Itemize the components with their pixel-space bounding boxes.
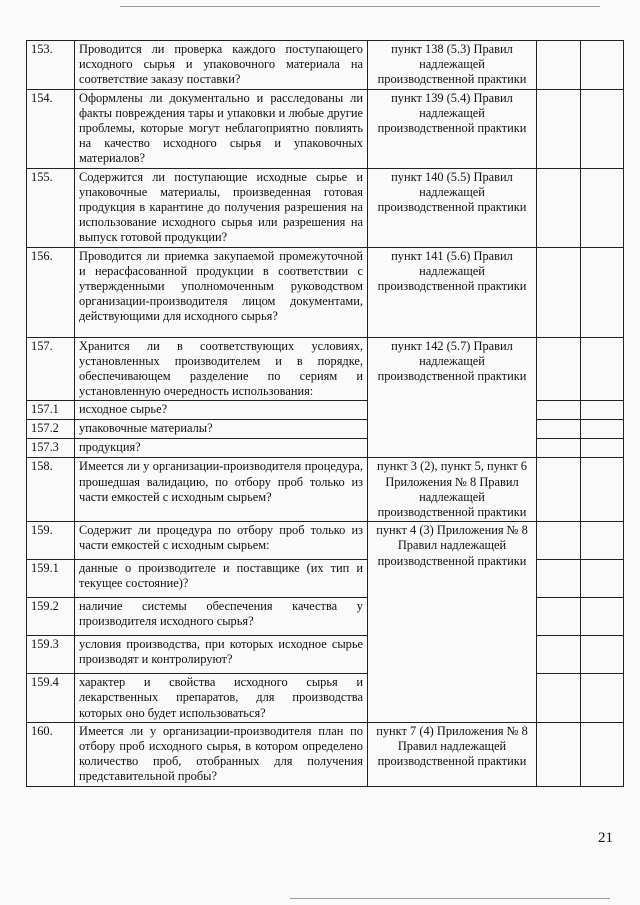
row-question: Проводится ли приемка закупаемой промежуточной и нерасфасованной продукции в соответствии с утвержденными уполномоченным руководством организации-производителя лицом документами, действующими для исходного сырья? bbox=[75, 247, 368, 337]
answer-cell[interactable] bbox=[537, 722, 581, 786]
row-reference: пункт 3 (2), пункт 5, пункт 6 Приложения № 8 Правил надлежащей производственной практики bbox=[368, 458, 537, 522]
answer-cell[interactable] bbox=[537, 89, 581, 168]
table-row bbox=[27, 247, 624, 337]
row-number: 159.1 bbox=[27, 560, 75, 598]
comment-cell[interactable] bbox=[581, 439, 624, 458]
answer-cell[interactable] bbox=[537, 598, 581, 636]
table-row bbox=[27, 41, 624, 90]
comment-cell[interactable] bbox=[581, 337, 624, 401]
answer-cell[interactable] bbox=[537, 401, 581, 420]
comment-cell[interactable] bbox=[581, 458, 624, 522]
row-number: 160. bbox=[27, 722, 75, 786]
scan-bottom-edge bbox=[290, 898, 610, 899]
row-reference: пункт 138 (5.3) Правил надлежащей производственной практики bbox=[368, 41, 537, 90]
answer-cell[interactable] bbox=[537, 522, 581, 560]
row-question: Оформлены ли документально и расследованы ли факты повреждения тары и упаковки и любые другие проблемы, которые могут неблагоприятно повлиять на качество исходного сырья и упаковочных материалов? bbox=[75, 89, 368, 168]
row-number: 157.1 bbox=[27, 401, 75, 420]
answer-cell[interactable] bbox=[537, 560, 581, 598]
comment-cell[interactable] bbox=[581, 168, 624, 247]
row-question: характер и свойства исходного сырья и лекарственных препаратов, для производства которых оно будет использоваться? bbox=[75, 674, 368, 723]
row-question: упаковочные материалы? bbox=[75, 420, 368, 439]
row-reference: пункт 140 (5.5) Правил надлежащей производственной практики bbox=[368, 168, 537, 247]
scan-top-edge bbox=[120, 6, 600, 7]
row-number: 159.4 bbox=[27, 674, 75, 723]
row-number: 159.3 bbox=[27, 636, 75, 674]
answer-cell[interactable] bbox=[537, 439, 581, 458]
row-number: 159. bbox=[27, 522, 75, 560]
comment-cell[interactable] bbox=[581, 247, 624, 337]
page-number: 21 bbox=[598, 830, 613, 846]
row-question: условия производства, при которых исходное сырье производят и контролируют? bbox=[75, 636, 368, 674]
row-number: 154. bbox=[27, 89, 75, 168]
comment-cell[interactable] bbox=[581, 722, 624, 786]
comment-cell[interactable] bbox=[581, 41, 624, 90]
comment-cell[interactable] bbox=[581, 89, 624, 168]
answer-cell[interactable] bbox=[537, 168, 581, 247]
row-number: 157.3 bbox=[27, 439, 75, 458]
row-question: наличие системы обеспечения качества у производителя исходного сырья? bbox=[75, 598, 368, 636]
checklist-table bbox=[26, 40, 624, 787]
table-row bbox=[27, 89, 624, 168]
row-number: 159.2 bbox=[27, 598, 75, 636]
row-reference: пункт 7 (4) Приложения № 8 Правил надлежащей производственной практики bbox=[368, 722, 537, 786]
answer-cell[interactable] bbox=[537, 636, 581, 674]
table-row bbox=[27, 168, 624, 247]
row-question: Проводится ли проверка каждого поступающего исходного сырья и упаковочного материала на соответствие заказу поставки? bbox=[75, 41, 368, 90]
answer-cell[interactable] bbox=[537, 247, 581, 337]
answer-cell[interactable] bbox=[537, 337, 581, 401]
row-number: 155. bbox=[27, 168, 75, 247]
row-question: Имеется ли у организации-производителя процедура, прошедшая валидацию, по отбору проб только из части емкостей с исходным сырьем? bbox=[75, 458, 368, 522]
row-question: Хранится ли в соответствующих условиях, установленных производителем и в порядке, обеспечивающем разделение по сериям и установленную очередность использования: bbox=[75, 337, 368, 401]
row-reference: пункт 139 (5.4) Правил надлежащей производственной практики bbox=[368, 89, 537, 168]
row-number: 157. bbox=[27, 337, 75, 401]
table-row bbox=[27, 522, 624, 560]
comment-cell[interactable] bbox=[581, 560, 624, 598]
table-row bbox=[27, 337, 624, 401]
row-number: 156. bbox=[27, 247, 75, 337]
table-row bbox=[27, 458, 624, 522]
comment-cell[interactable] bbox=[581, 674, 624, 723]
answer-cell[interactable] bbox=[537, 420, 581, 439]
comment-cell[interactable] bbox=[581, 522, 624, 560]
row-number: 153. bbox=[27, 41, 75, 90]
row-number: 157.2 bbox=[27, 420, 75, 439]
answer-cell[interactable] bbox=[537, 458, 581, 522]
answer-cell[interactable] bbox=[537, 41, 581, 90]
row-reference: пункт 4 (3) Приложения № 8 Правил надлежащей производственной практики bbox=[368, 522, 537, 723]
row-question: Содержится ли поступающие исходные сырье и упаковочные материалы, произведенная готовая продукция в карантине до получения разрешения на использование исходного сырья или разрешения на выпуск готовой продукции? bbox=[75, 168, 368, 247]
comment-cell[interactable] bbox=[581, 636, 624, 674]
row-question: данные о производителе и поставщике (их тип и текущее состояние)? bbox=[75, 560, 368, 598]
comment-cell[interactable] bbox=[581, 598, 624, 636]
table-row bbox=[27, 722, 624, 786]
row-question: Имеется ли у организации-производителя план по отбору проб исходного сырья, в котором определено количество проб, отобранных для получения представительной пробы? bbox=[75, 722, 368, 786]
row-question: Содержит ли процедура по отбору проб только из части емкостей с исходным сырьем: bbox=[75, 522, 368, 560]
row-question: исходное сырье? bbox=[75, 401, 368, 420]
row-number: 158. bbox=[27, 458, 75, 522]
comment-cell[interactable] bbox=[581, 401, 624, 420]
comment-cell[interactable] bbox=[581, 420, 624, 439]
row-reference: пункт 142 (5.7) Правил надлежащей производственной практики bbox=[368, 337, 537, 458]
row-question: продукция? bbox=[75, 439, 368, 458]
answer-cell[interactable] bbox=[537, 674, 581, 723]
row-reference: пункт 141 (5.6) Правил надлежащей производственной практики bbox=[368, 247, 537, 337]
